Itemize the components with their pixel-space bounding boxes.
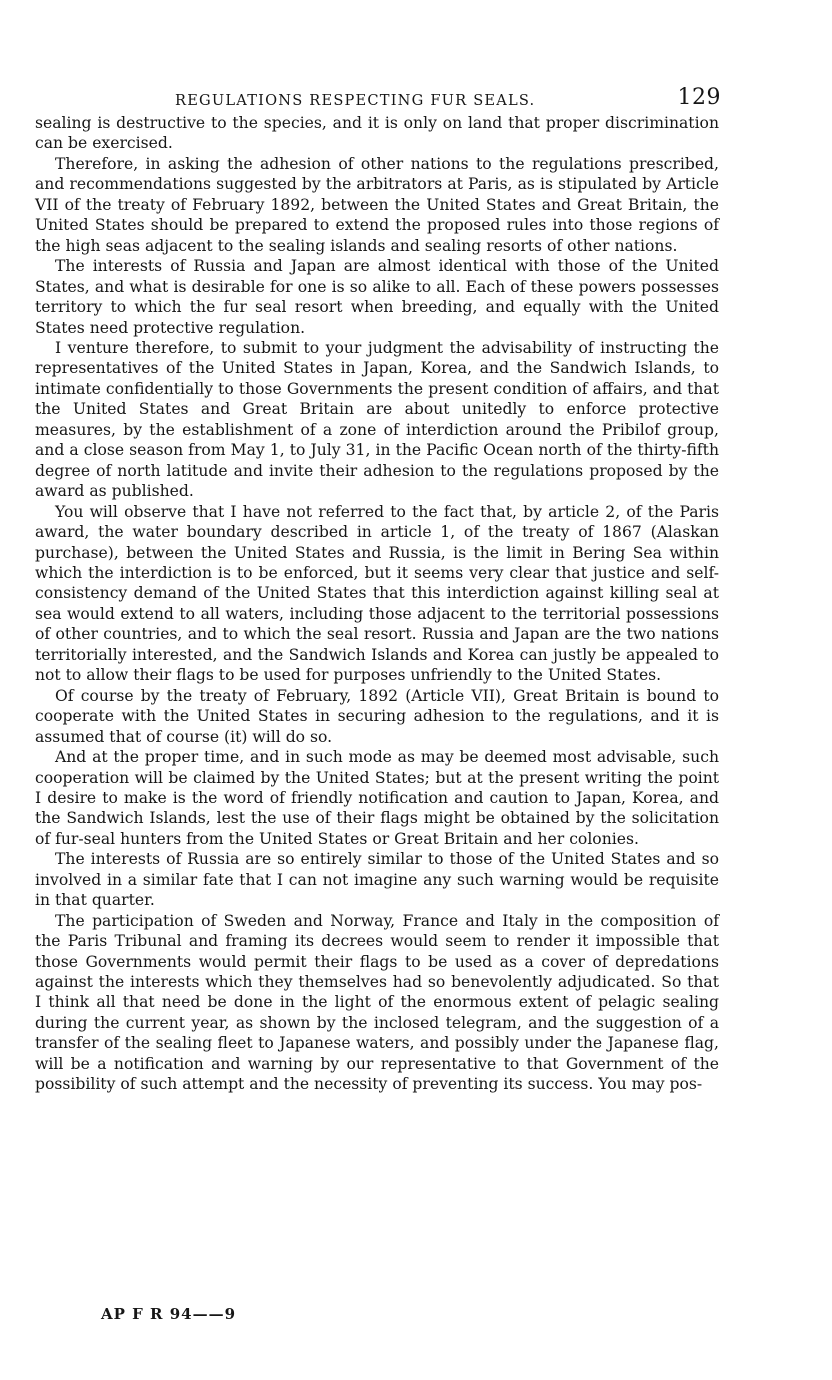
signature-mark: AP F R 94——9: [101, 1305, 237, 1323]
running-title: REGULATIONS RESPECTING FUR SEALS.: [175, 92, 536, 109]
paragraph: The interests of Russia and Japan are almost identical with those of the United States, and what is desirable for one is so alike to all. Each of these powers possesses territory to which the fur seal resort when breeding, and equally with the United States need protective regulation.: [35, 257, 719, 337]
paragraph: Therefore, in asking the adhesion of other nations to the regulations prescribed, and recommendations suggested by the arbitrators at Paris, as is stipulated by Article VII of the treaty of February 1892, between the United States and Great Britain, the United States should be prepared to extend the proposed rules into those regions of the high seas adjacent to the sealing islands and sealing resorts of other nations.: [35, 154, 719, 255]
paragraph: And at the proper time, and in such mode as may be deemed most advisable, such cooperation will be claimed by the United States; but at the present writing the point I desire to make is the word of friendly notification and caution to Japan, Korea, and the Sandwich Islands, lest the use of their flags might be obtained by the solicitation of fur-seal hunters from the United States or Great Britain and her colonies.: [35, 748, 719, 848]
page-number: 129: [677, 85, 721, 110]
document-page: [35, 85, 719, 1095]
paragraph: The interests of Russia are so entirely similar to those of the United States and so involved in a similar fate that I can not imagine any such warning would be requisite in that quarter.: [35, 850, 719, 910]
paragraph: You will observe that I have not referred to the fact that, by article 2, of the Paris award, the water boundary described in article 1, of the treaty of 1867 (Alaskan purchase), between the United States and Russia, is the limit in Bering Sea within which the interdiction is to be enforced, but it seems very clear that justice and self-consistency demand of the United States that this interdiction against killing seal at sea would extend to all waters, including those adjacent to the territorial possessions of other countries, and to which the seal resort. Russia and Japan are the two nations territorially interested, and the Sandwich Islands and Korea can justly be appealed to not to allow their flags to be used for purposes unfriendly to the United States.: [35, 502, 719, 685]
paragraph: Of course by the treaty of February, 1892 (Article VII), Great Britain is bound to cooperate with the United States in securing adhesion to the regulations, and it is assumed that of course (it) will do so.: [35, 686, 719, 746]
body-text: [35, 113, 719, 1095]
paragraph: sealing is destructive to the species, and it is only on land that proper discrimination can be exercised.: [35, 114, 719, 153]
page-header: [35, 85, 719, 113]
paragraph: The participation of Sweden and Norway, France and Italy in the composition of the Paris Tribunal and framing its decrees would seem to render it impossible that those Governments would permit their flags to be used as a cover of depredations against the interests which they themselves had so benevolently adjudicated. So that I think all that need be done in the light of the enormous extent of pelagic sealing during the current year, as shown by the inclosed telegram, and the suggestion of a transfer of the sealing fleet to Japanese waters, and possibly under the Japanese flag, will be a notification and warning by our representative to that Government of the possibility of such attempt and the necessity of preventing its success. You may pos-: [35, 911, 719, 1094]
paragraph: I venture therefore, to submit to your judgment the advisability of instructing the representatives of the United States in Japan, Korea, and the Sandwich Islands, to intimate confidentially to those Governments the present condition of affairs, and that the United States and Great Britain are about unitedly to enforce protective measures, by the establishment of a zone of interdiction around the Pribilof group, and a close season from May 1, to July 31, in the Pacific Ocean north of the thirty-fifth degree of north latitude and invite their adhesion to the regulations proposed by the award as published.: [35, 338, 719, 501]
